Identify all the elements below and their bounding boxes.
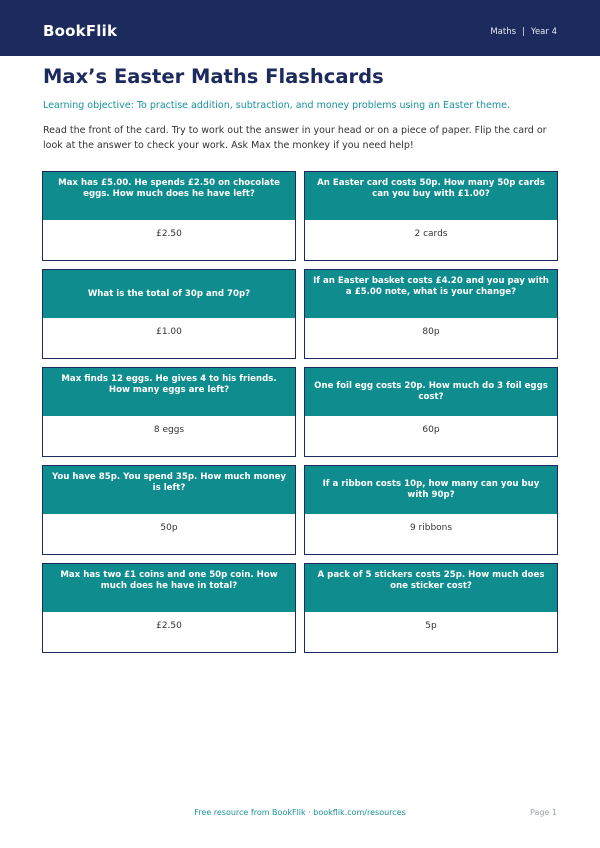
instructions: Read the front of the card. Try to work out the answer in your head or on a piece of paper. Flip the card or look at the answer to check your work. Ask Max the monkey if you need help! bbox=[43, 125, 547, 151]
breadcrumb-separator: | bbox=[522, 27, 525, 37]
breadcrumb-year[interactable]: Year 4 bbox=[530, 27, 557, 37]
page-title: Max’s Easter Maths Flashcards bbox=[43, 65, 384, 88]
card-question: What is the total of 30p and 70p? bbox=[43, 270, 295, 318]
flashcard[interactable] bbox=[42, 563, 296, 653]
breadcrumb-subject[interactable]: Maths bbox=[490, 27, 517, 37]
card-question: Max has £5.00. He spends £2.50 on chocolate eggs. How much does he have left? bbox=[43, 172, 295, 220]
card-answer: 9 ribbons bbox=[409, 523, 453, 533]
card-question: One foil egg costs 20p. How much do 3 foil eggs cost? bbox=[305, 368, 557, 416]
card-question: If an Easter basket costs £4.20 and you pay with a £5.00 note, what is your change? bbox=[305, 270, 557, 318]
card-answer: £1.00 bbox=[156, 327, 182, 337]
card-question: You have 85p. You spend 35p. How much money is left? bbox=[43, 466, 295, 514]
flashcard[interactable] bbox=[304, 563, 558, 653]
flashcard[interactable] bbox=[304, 171, 558, 261]
page-number: Page 1 bbox=[530, 808, 557, 817]
flashcard[interactable] bbox=[42, 465, 296, 555]
breadcrumb bbox=[490, 25, 557, 39]
brand-logo[interactable]: BookFlik bbox=[43, 22, 118, 40]
card-answer: £2.50 bbox=[156, 229, 182, 239]
card-answer: 5p bbox=[425, 621, 437, 631]
flashcard[interactable] bbox=[42, 367, 296, 457]
flashcard[interactable] bbox=[304, 465, 558, 555]
card-answer: 50p bbox=[160, 523, 178, 533]
card-answer: 80p bbox=[422, 327, 440, 337]
footer-source-link[interactable]: Free resource from BookFlik · bookflik.com/resources bbox=[194, 808, 406, 817]
card-answer: 60p bbox=[422, 425, 440, 435]
card-question: If a ribbon costs 10p, how many can you buy with 90p? bbox=[305, 466, 557, 514]
card-question: An Easter card costs 50p. How many 50p cards can you buy with £1.00? bbox=[305, 172, 557, 220]
flashcard[interactable] bbox=[42, 269, 296, 359]
flashcard[interactable] bbox=[42, 171, 296, 261]
card-answer: £2.50 bbox=[156, 621, 182, 631]
card-question: Max has two £1 coins and one 50p coin. How much does he have in total? bbox=[43, 564, 295, 612]
card-question: A pack of 5 stickers costs 25p. How much does one sticker cost? bbox=[305, 564, 557, 612]
card-question: Max finds 12 eggs. He gives 4 to his friends. How many eggs are left? bbox=[43, 368, 295, 416]
card-answer: 8 eggs bbox=[153, 425, 185, 435]
card-answer: 2 cards bbox=[414, 229, 448, 239]
flashcard[interactable] bbox=[304, 269, 558, 359]
learning-objective: Learning objective: To practise addition, subtraction, and money problems using an Easter theme. bbox=[43, 100, 510, 111]
top-bar bbox=[0, 0, 600, 56]
flashcard[interactable] bbox=[304, 367, 558, 457]
